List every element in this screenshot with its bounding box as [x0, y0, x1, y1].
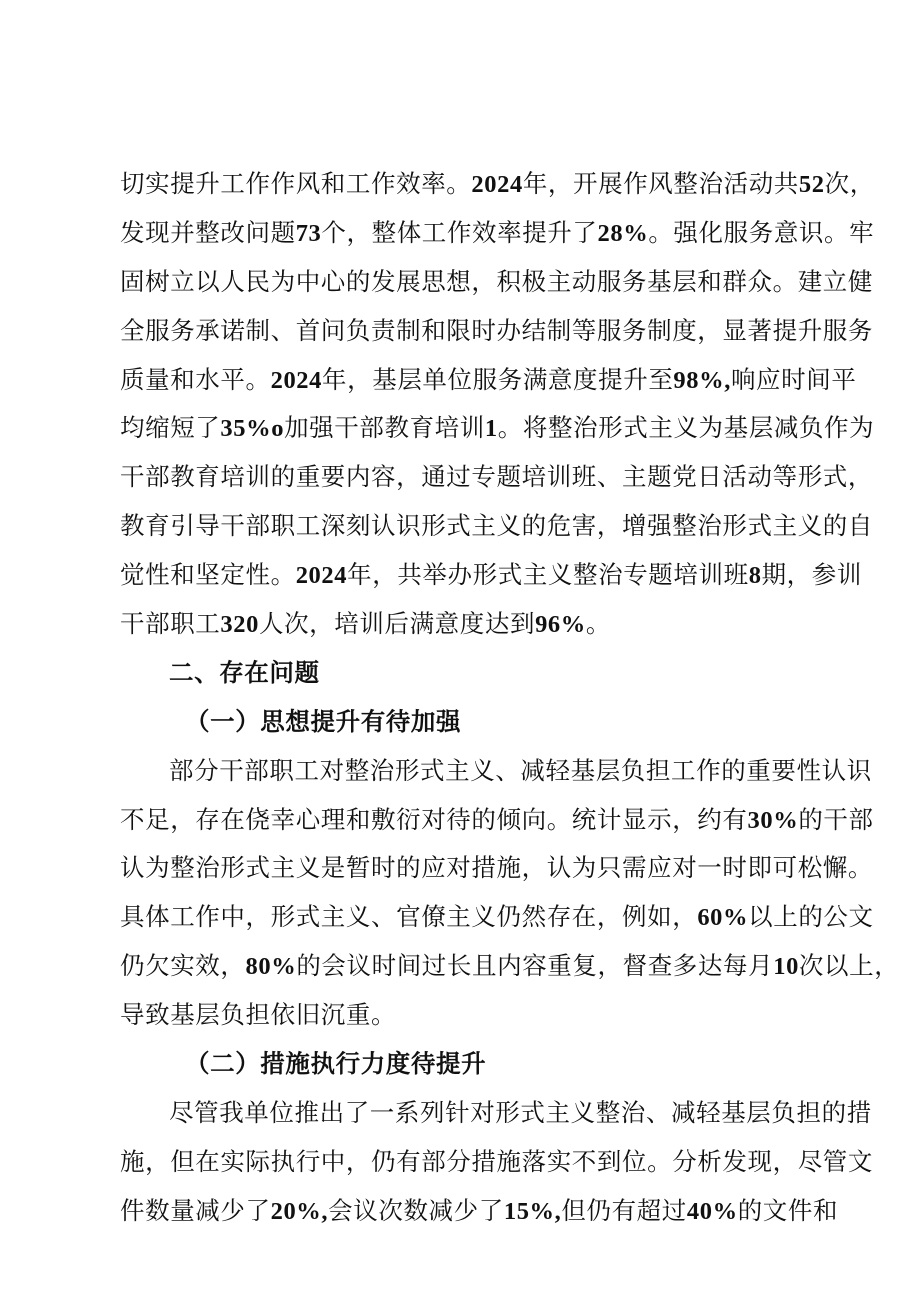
- bold-figure: 35%: [220, 415, 272, 443]
- bold-figure: 2024: [295, 562, 348, 590]
- text-run: 次以上，: [798, 951, 900, 981]
- text-line: [120, 356, 857, 405]
- text-run: 。强化服务意识。牢: [648, 217, 875, 247]
- text-run: 的会议时间过长且内容重复，督查多达每月: [296, 951, 774, 981]
- text-run: 发现并整改问题: [120, 217, 296, 247]
- text-run: 教育引导干部职工深刻认识形式主义的危害，增强整治形式主义的自: [120, 511, 873, 541]
- section-heading: 二、存在问题: [169, 657, 320, 687]
- text-line: [120, 307, 873, 356]
- text-run: 固树立以人民为中心的发展思想，积极主动服务基层和群众。建立健: [120, 266, 873, 296]
- text-line: [120, 747, 872, 796]
- text-run: 导致基层负担依旧沉重。: [120, 1000, 397, 1030]
- text-run: 部分干部职工对整治形式主义、减轻基层负担工作的重要性认识: [169, 755, 872, 785]
- text-line: [120, 942, 900, 991]
- bold-figure: 15%,: [503, 1197, 562, 1225]
- text-line: [120, 600, 810, 649]
- paragraph-thinking: [120, 747, 900, 1040]
- text-run: 干部职工: [120, 609, 221, 639]
- text-line: [120, 209, 875, 258]
- text-run: 尽管我单位推出了一系列针对形式主义整治、减轻基层负担的措: [169, 1097, 872, 1127]
- text-run: 均缩短了: [120, 413, 221, 443]
- bold-figure: 60%: [697, 904, 749, 932]
- text-line: [120, 502, 873, 551]
- text-run: 干部教育培训的重要内容，通过专题培训班、主题党日活动等形式，: [120, 462, 873, 492]
- text-line: [120, 796, 874, 845]
- text-line: [120, 1138, 873, 1187]
- text-run: 人次，培训后满意度达到: [258, 609, 536, 639]
- text-run: 切实提升工作作风和工作效率。: [120, 169, 472, 198]
- text-run: 次，: [824, 169, 875, 198]
- text-run: 施，但在实际执行中，仍有部分措施落实不到位。分析发现，尽管文: [120, 1146, 873, 1176]
- bold-figure: 2024: [270, 366, 323, 394]
- document-body: [120, 160, 900, 1236]
- bold-figure: 98%,: [673, 366, 731, 394]
- text-run: 期，参训: [761, 560, 862, 590]
- text-line: [120, 551, 862, 600]
- bold-figure: 28%: [597, 219, 649, 247]
- text-run: 认为整治形式主义是暂时的应对措施，认为只需应对一时即可松懈。: [120, 853, 873, 883]
- text-run: 件数量减少了: [120, 1195, 271, 1225]
- text-run: 不足，存在侥幸心理和敷衍对待的倾向。统计显示，约有: [120, 804, 748, 834]
- text-run: 的文件和: [737, 1195, 839, 1225]
- text-line: [120, 160, 875, 209]
- text-run: 觉性和坚定性。: [120, 560, 296, 590]
- text-run: 的干部: [798, 804, 874, 834]
- text-line: [120, 404, 875, 453]
- bold-figure: 40%: [686, 1197, 738, 1225]
- text-line: [120, 844, 873, 893]
- text-run: 年，开展作风整治活动共: [522, 169, 799, 198]
- text-run: 加强干部教育培训: [284, 413, 485, 443]
- text-line: [120, 453, 873, 502]
- text-run: 个，整体工作效率提升了: [321, 217, 598, 247]
- text-line: [120, 893, 874, 942]
- text-run: 以上的公文: [748, 902, 874, 932]
- paragraph-achievements: [120, 160, 875, 649]
- text-run: 但仍有超过: [561, 1195, 687, 1225]
- bold-figure: 52: [798, 171, 825, 198]
- text-run: 年，共举办形式主义整治专题培训班: [347, 560, 749, 590]
- bold-figure: 8: [748, 562, 762, 590]
- bold-figure: 20%,: [270, 1197, 329, 1225]
- bold-figure: o: [271, 415, 285, 443]
- text-run: 质量和水平。: [120, 364, 271, 394]
- subsection-heading-1: （一）思想提升有待加强: [185, 706, 462, 736]
- subsection-heading-2: （二）措施执行力度待提升: [185, 1049, 487, 1079]
- text-line: [120, 258, 873, 307]
- text-line: [120, 1089, 872, 1138]
- bold-figure: 320: [220, 611, 259, 639]
- paragraph-measures: [120, 1089, 873, 1236]
- text-line: [120, 1187, 839, 1236]
- bold-figure: 73: [295, 219, 322, 247]
- text-run: 具体工作中，形式主义、官僚主义仍然存在，例如，: [120, 902, 698, 932]
- text-run: 仍欠实效，: [120, 951, 246, 981]
- bold-figure: 1: [484, 415, 498, 443]
- text-run: 全服务承诺制、首问负责制和限时办结制等服务制度，显著提升服务: [120, 315, 873, 345]
- bold-figure: 80%: [245, 953, 297, 981]
- text-run: 。将整治形式主义为基层减负作为: [497, 413, 875, 443]
- text-run: 会议次数减少了: [328, 1195, 504, 1225]
- bold-figure: 2024: [471, 171, 523, 198]
- bold-figure: 30%: [747, 806, 799, 834]
- text-run: 响应时间平: [730, 364, 857, 394]
- bold-figure: 10: [773, 953, 799, 981]
- text-line: [120, 991, 810, 1040]
- text-run: 。: [585, 609, 611, 639]
- text-run: 年，基层单位服务满意度提升至: [322, 364, 674, 394]
- bold-figure: 96%: [535, 611, 586, 639]
